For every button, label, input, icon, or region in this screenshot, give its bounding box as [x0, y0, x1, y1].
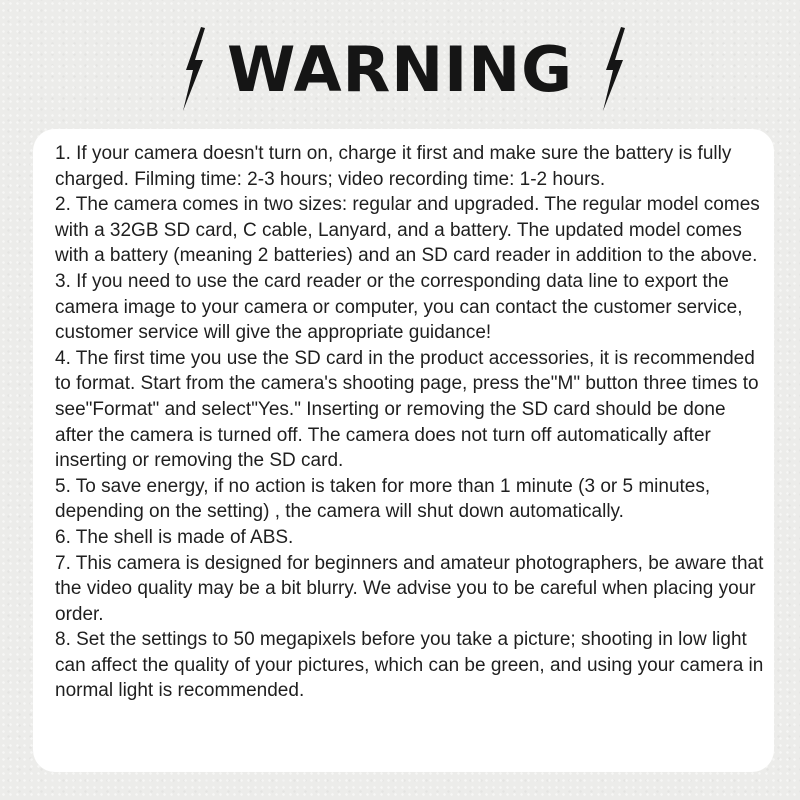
notice-list [55, 141, 766, 704]
notice-item: 3. If you need to use the card reader or the corresponding data line to export the camera image to your camera or computer, you can contact the customer service, customer service will give the appropriate guidance! [55, 270, 743, 344]
notice-item: 1. If your camera doesn't turn on, charge it first and make sure the battery is fully charged. Filming time: 2-3 hours; video recording time: 1-2 hours. [55, 143, 732, 190]
notice-item: 5. To save energy, if no action is taken for more than 1 minute (3 or 5 minutes, depending on the setting) , the camera will shut down automatically. [55, 475, 711, 523]
notice-item: 4. The first time you use the SD card in the product accessories, it is recommended to format. Start from the camera's shooting page, press the"M" button three times to see"Format" and select"Yes." Inserting or removing the SD card should be done after the camera is turned off. The camera does not turn off automatically after inserting or removing the SD card. [55, 347, 759, 472]
page-title: WARNING [226, 33, 574, 106]
warning-header [0, 22, 800, 122]
notice-item: 2. The camera comes in two sizes: regular and upgraded. The regular model comes with a 32GB SD card, C cable, Lanyard, and a battery. The updated model comes with a battery (meaning 2 batteries) and an SD card reader in addition to the above. [55, 194, 760, 267]
warning-notice-card [33, 129, 774, 772]
notice-item: 7. This camera is designed for beginners and amateur photographers, be aware that the video quality may be a bit blurry. We advise you to be careful when placing your order. [55, 552, 764, 625]
lightning-bolt-icon [600, 26, 626, 112]
notice-item: 8. Set the settings to 50 megapixels before you take a picture; shooting in low light can affect the quality of your pictures, which can be green, and using your camera in normal light is recommended. [55, 629, 764, 702]
notice-item: 6. The shell is made of ABS. [55, 526, 294, 548]
